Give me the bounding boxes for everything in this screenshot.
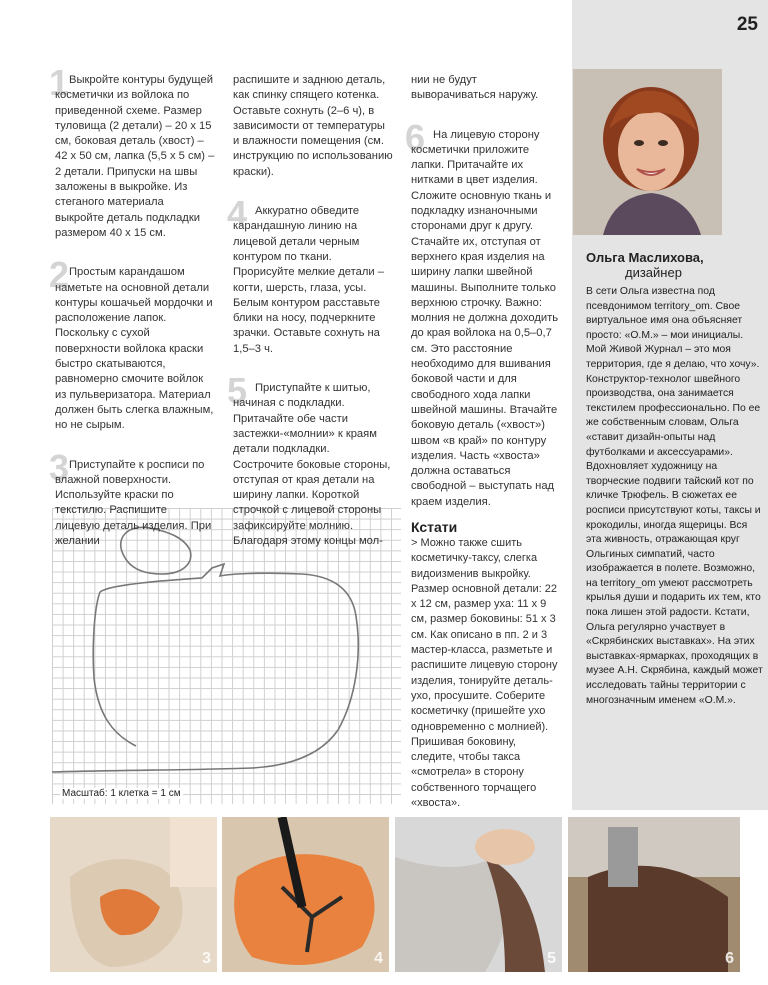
pattern-grid: [52, 508, 401, 804]
portrait-image: [573, 69, 722, 235]
step-1: [49, 62, 215, 241]
photo-step-3: [50, 817, 217, 972]
photo-label: 5: [547, 950, 556, 967]
step-number: 4: [227, 193, 248, 235]
column-2: [227, 73, 393, 567]
kstati-text: > Можно также сшить косметичку-таксу, слегка видоизменив выкройку. Размер основной детали: 22 x 12 см, размер уха: 11 x 9 см, размер боковины: 51 x 3 см. Как описано в пп. 2 и 3 мастер-класса, разметьте и распишите лицевую сторону изделия, тонируйте деталь-ухо, просушите. Соберите косметичку (пришейте ухо одновременно с молнией). Пришивая боковину, следите, чтобы такса «смотрела» в сторону собственного торчащего «хвоста».: [411, 537, 558, 810]
column-1: [49, 62, 215, 567]
step-text: Простым карандашом наметьте на основной детали контуры кошачьей мордочки и расположение лапок. Поскольку с сухой поверхности войлока краски быстро скатываются, равномерно смочите войлок из пульверизатора. Материал должен быть слегка влажным, но не сырым.: [55, 266, 214, 432]
step-5: [227, 370, 393, 549]
step-text: Аккуратно обведите карандашную линию на лицевой детали черным контуром по ткани. Прорисуйте мелкие детали – когти, шерсть, глаза, усы. Белым контуром расставьте блики на носу, подчеркните зрачки. Оставьте сохнуть на 1,5–3 ч.: [233, 205, 384, 355]
author-role: дизайнер: [625, 265, 682, 280]
photo-image: [222, 817, 389, 972]
step-2: [49, 254, 215, 433]
step-text: нии не будут выворачиваться наружу.: [411, 74, 539, 102]
step-text: Приступайте к росписи по влажной поверхности. Используйте краски по текстилю. Распишите лицевую деталь изделия. При желании: [55, 458, 212, 548]
step-3: [49, 446, 215, 550]
step-text: Приступайте к шитью, начиная с подкладки. Притачайте обе части застежки-«молнии» к краям детали подкладки. Сострочите боковые стороны, отступая от края детали на ширину лапки. Короткой строчкой с лицевой стороны зафиксируйте молнию. Благодаря этому концы мол-: [233, 382, 391, 548]
step-text: Выкройте контуры будущей косметички из войлока по приведенной схеме. Размер туловища (2 детали) – 20 x 15 см, боковая деталь (хвост) – 42 x 50 см, лапка (5,5 x 5 см) – 2 детали. Припуски на швы заложены в выкройке. Из стеганого материала выкройте деталь подкладки размером 40 x 15 см.: [55, 74, 215, 239]
step-6: [405, 116, 561, 510]
step-number: 5: [227, 370, 248, 412]
pattern-outline: [52, 508, 401, 804]
step-text: распишите и заднюю деталь, как спинку спящего котенка. Оставьте сохнуть (2–6 ч), в зависимости от температуры и влажности помещения (см. инструкцию по использованию краски).: [233, 74, 393, 178]
step-3-continued: [233, 73, 393, 180]
step-4: [227, 193, 393, 357]
photo-image: [395, 817, 562, 972]
photo-image: [50, 817, 217, 972]
page-number: 25: [736, 14, 758, 35]
author-bio: В сети Ольга известна под псевдонимом territory_om. Свое виртуальное имя она объясняет просто: «О.М.» – мои инициалы. Мой Живой Журнал – это моя территория, где я делаю, что хочу». Конструктор-технолог швейного производства, она занимается текстилем профессионально. По ее же собственным словам, Ольга «ставит дизайн-опыты над футболками и аксессуарами». Вдохновляет художницу на творческие подвиги тайский кот по кличке Трюфель. В сюжетах ее росписи присутствуют коты, таксы и крокодилы, иногда ящерицы. Вся эта живность, отражающая круг Ольгиных симпатий, часто изображается в полете. Возможно, на territory_om умеют рассмотреть крылья души и подарить их тем, кто пока лишен этой радости. Кстати, Ольга регулярно участвует в «Скрябинских выставках». На этих выставках-ярмарках, проходящих в музее А.Н. Скрябина, каждый может исследовать тайны территории с многозначным именем «О.М.».: [586, 286, 763, 706]
photo-label: 6: [725, 950, 734, 967]
step-number: 1: [49, 62, 70, 103]
photo-image: [568, 817, 740, 972]
step-number: 2: [49, 254, 70, 296]
photo-step-4: [222, 817, 389, 972]
photo-step-6: [568, 817, 740, 972]
step-5-continued: [411, 73, 561, 104]
scale-label: Масштаб: 1 клетка = 1 см: [62, 788, 181, 799]
step-text: На лицевую сторону косметички приложите лапки. Притачайте их нитками в цвет изделия. Сложите основную ткань и подкладку изнаночными сторонами друг к другу. Стачайте их, отступая от верхнего края изделия на ширину лапки швейной машины. Выполните только верхнюю строчку. Важно: молния не должна доходить до края войлока на 0,5–0,7 см. Это расстояние необходимо для вшивания боковой части и для свободного хода лапки швейной машины. Втачайте боковую деталь («хвост») швом «в край» по контуру изделия. Часть «хвоста» должна оставаться свободной – выступать над краем изделия.: [411, 128, 559, 508]
kstati-title: Кстати: [411, 519, 458, 535]
photo-step-5: [395, 817, 562, 972]
step-number: 6: [405, 116, 426, 158]
photo-label: 4: [374, 950, 383, 967]
author-portrait: [573, 69, 722, 235]
photo-label: 3: [202, 950, 211, 967]
column-3: [405, 73, 561, 528]
photo-strip: [50, 817, 740, 972]
step-number: 3: [49, 446, 70, 488]
author-name: Ольга Маслихова,: [586, 250, 704, 265]
